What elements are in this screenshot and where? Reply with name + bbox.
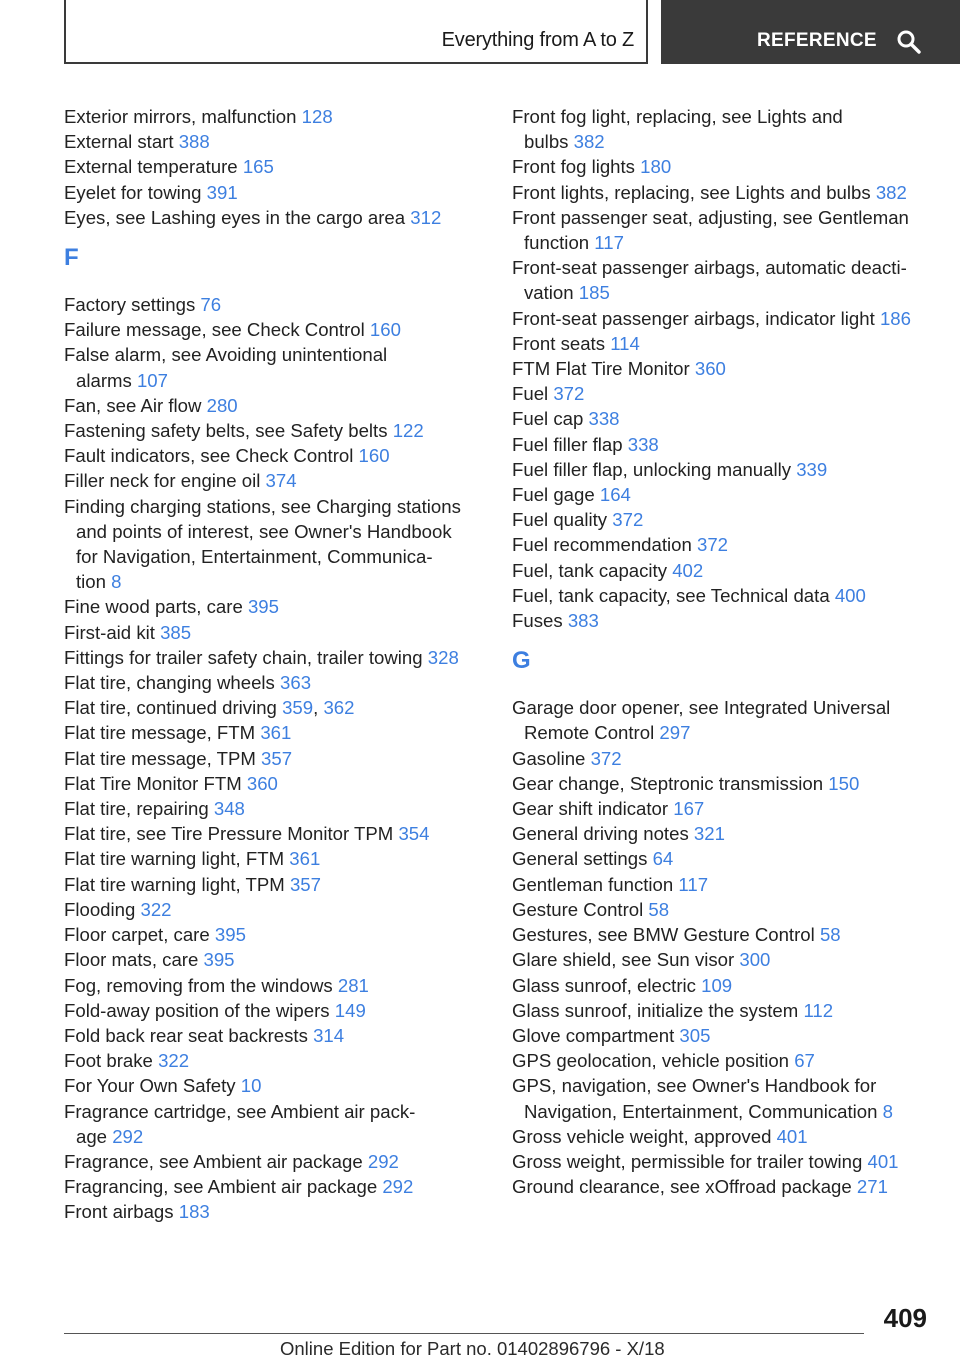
page-reference-link[interactable]: 117 bbox=[594, 232, 624, 254]
page-reference-link[interactable]: 395 bbox=[203, 949, 235, 971]
index-entry bbox=[512, 746, 932, 771]
index-entry bbox=[512, 457, 932, 482]
index-entry-text: Fan, see Air flow bbox=[64, 394, 202, 416]
page-reference-link[interactable]: 400 bbox=[834, 584, 866, 606]
index-entry bbox=[64, 1099, 484, 1149]
index-entry-text: GPS, navigation, see Owner's Handbook for bbox=[512, 1075, 877, 1097]
page-reference-link[interactable]: 338 bbox=[588, 408, 620, 430]
index-entry bbox=[64, 872, 484, 897]
page-reference-link[interactable]: 363 bbox=[280, 672, 312, 694]
index-entry-text: Fault indicators, see Check Control bbox=[64, 445, 354, 467]
search-icon[interactable] bbox=[897, 30, 921, 54]
index-entry bbox=[512, 922, 932, 947]
index-entry-text: Flat tire message, TPM bbox=[64, 747, 256, 769]
index-entry-text: Front airbags bbox=[64, 1201, 174, 1223]
index-entry-text: Fuel bbox=[512, 383, 549, 405]
page-reference-link[interactable]: 58 bbox=[819, 924, 841, 946]
page-reference-link[interactable]: 297 bbox=[659, 722, 691, 744]
page-reference-link[interactable]: 401 bbox=[867, 1150, 899, 1172]
page-reference-link[interactable]: 328 bbox=[427, 646, 459, 668]
index-entry bbox=[64, 846, 484, 871]
index-entry-text: Remote Control bbox=[524, 722, 655, 744]
page-reference-link[interactable]: 160 bbox=[369, 319, 401, 341]
index-entry-text: Fog, removing from the windows bbox=[64, 974, 333, 996]
page-reference-link[interactable]: 67 bbox=[794, 1050, 815, 1072]
page-reference-link[interactable]: 8 bbox=[111, 571, 122, 593]
page-reference-link[interactable]: 372 bbox=[553, 383, 585, 405]
page-reference-link[interactable]: 357 bbox=[261, 747, 293, 769]
index-entry-text: Fold back rear seat backrests bbox=[64, 1024, 308, 1046]
index-entry-text: Gross weight, permissible for trailer towing bbox=[512, 1150, 863, 1172]
index-entry-text: Front fog lights bbox=[512, 156, 635, 178]
page-reference-link[interactable]: 360 bbox=[246, 772, 278, 794]
index-entry bbox=[64, 1073, 484, 1098]
index-entry-text: Flat tire, see Tire Pressure Monitor TPM bbox=[64, 823, 394, 845]
page-reference-link[interactable]: 165 bbox=[242, 156, 274, 178]
page-reference-link[interactable]: 117 bbox=[678, 873, 709, 895]
index-entry-text: Fuel gage bbox=[512, 484, 595, 506]
page-reference-link[interactable]: 357 bbox=[289, 873, 321, 895]
index-entry bbox=[64, 897, 484, 922]
index-entry bbox=[64, 418, 484, 443]
index-entry-text: Floor mats, care bbox=[64, 949, 199, 971]
index-entry-text: Fuel filler flap bbox=[512, 433, 623, 455]
index-entry bbox=[512, 356, 932, 381]
page-reference-link[interactable]: 180 bbox=[640, 156, 672, 178]
index-entry-text: Fuel filler flap, unlocking manually bbox=[512, 458, 792, 480]
index-entry-text: Front fog light, replacing, see Lights and bbox=[512, 106, 843, 127]
index-entry-text: Front passenger seat, adjusting, see Gentleman bbox=[512, 206, 909, 228]
page-reference-link[interactable]: 402 bbox=[672, 559, 704, 581]
edition-text: Online Edition for Part no. 01402896796 - X/18 bbox=[280, 1338, 665, 1359]
page-reference-link[interactable]: 76 bbox=[200, 294, 222, 316]
page-reference-link[interactable]: 58 bbox=[648, 898, 670, 920]
index-entry-text: External start bbox=[64, 131, 174, 153]
index-entry bbox=[64, 1149, 484, 1174]
index-entry-text: Floor carpet, care bbox=[64, 924, 210, 946]
index-entry bbox=[64, 821, 484, 846]
index-entry bbox=[64, 1199, 484, 1224]
page-reference-link[interactable]: 382 bbox=[573, 131, 605, 153]
index-entry bbox=[512, 180, 932, 205]
index-entry-text: Front-seat passenger airbags, indicator light bbox=[512, 307, 875, 329]
index-entry bbox=[512, 154, 932, 179]
index-entry-text: Fold-away position of the wipers bbox=[64, 999, 330, 1021]
index-letter-heading: G bbox=[512, 647, 531, 675]
page-reference-link[interactable]: 292 bbox=[367, 1150, 399, 1172]
index-entry-text: Fragrance, see Ambient air package bbox=[64, 1150, 363, 1172]
index-entry bbox=[512, 1048, 932, 1073]
index-entry bbox=[512, 507, 932, 532]
page-reference-link[interactable]: 300 bbox=[739, 949, 771, 971]
index-entry-text: Finding charging stations, see Charging stations bbox=[64, 495, 461, 517]
page-reference-link[interactable]: 314 bbox=[313, 1024, 345, 1046]
page-reference-link[interactable]: 385 bbox=[160, 621, 192, 643]
index-entry-text: Glass sunroof, initialize the system bbox=[512, 999, 799, 1021]
page-number: 409 bbox=[883, 1303, 927, 1333]
page-reference-link[interactable]: 348 bbox=[213, 798, 245, 820]
index-entry-text: Fastening safety belts, see Safety belts bbox=[64, 420, 388, 442]
page-reference-link[interactable]: 361 bbox=[260, 722, 292, 744]
index-entry bbox=[512, 104, 932, 154]
index-entry-text: tion bbox=[76, 571, 106, 593]
index-entry-text: Filler neck for engine oil bbox=[64, 470, 261, 492]
index-entry bbox=[64, 973, 484, 998]
page-reference-link[interactable]: 382 bbox=[875, 181, 907, 203]
index-entry bbox=[64, 342, 484, 392]
index-entry-text: Front lights, replacing, see Lights and bulbs bbox=[512, 181, 871, 203]
index-entry bbox=[512, 532, 932, 557]
index-entry bbox=[512, 771, 932, 796]
index-entry bbox=[64, 494, 484, 595]
page-reference-link[interactable]: 149 bbox=[334, 999, 366, 1021]
index-entry bbox=[512, 1023, 932, 1048]
page-reference-link[interactable]: 359 bbox=[282, 697, 314, 719]
index-entry-text: Front-seat passenger airbags, automatic deacti‐ bbox=[512, 257, 907, 279]
index-entry bbox=[512, 583, 932, 608]
header-section-box bbox=[64, 0, 648, 64]
page-reference-link[interactable]: 374 bbox=[265, 470, 297, 492]
page-reference-link[interactable]: 354 bbox=[398, 823, 430, 845]
index-entry bbox=[512, 998, 932, 1023]
index-entry bbox=[64, 670, 484, 695]
index-entry-text: Eyes, see Lashing eyes in the cargo area bbox=[64, 206, 406, 228]
index-entry bbox=[64, 317, 484, 342]
page-reference-link[interactable]: 388 bbox=[178, 131, 210, 153]
index-entry bbox=[64, 620, 484, 645]
index-entry-text: FTM Flat Tire Monitor bbox=[512, 358, 690, 380]
index-entry bbox=[64, 104, 484, 129]
page-reference-link[interactable]: 322 bbox=[140, 898, 172, 920]
index-entry-text: Fuel, tank capacity, see Technical data bbox=[512, 584, 830, 606]
page-reference-link[interactable]: 183 bbox=[178, 1201, 210, 1223]
page-reference-link[interactable]: 338 bbox=[627, 433, 659, 455]
index-entry-text: for Navigation, Entertainment, Communica‐ bbox=[76, 546, 433, 568]
index-entry bbox=[64, 205, 484, 230]
index-entry-text: age bbox=[76, 1125, 108, 1147]
page-reference-link[interactable]: 112 bbox=[803, 999, 834, 1021]
index-entry-text: Foot brake bbox=[64, 1050, 153, 1072]
page-reference-link[interactable]: 292 bbox=[382, 1176, 414, 1198]
index-entry-text: False alarm, see Avoiding unintentional bbox=[64, 344, 388, 366]
index-entry bbox=[64, 292, 484, 317]
index-entry bbox=[512, 947, 932, 972]
index-entry bbox=[64, 443, 484, 468]
index-entry-text: Fuel, tank capacity bbox=[512, 559, 668, 581]
index-entry bbox=[64, 1174, 484, 1199]
page-reference-link[interactable]: 391 bbox=[206, 181, 238, 203]
page-reference-link[interactable]: 280 bbox=[206, 394, 238, 416]
index-entry bbox=[64, 746, 484, 771]
index-entry bbox=[512, 1174, 932, 1199]
index-entry-text: Factory settings bbox=[64, 294, 196, 316]
page-reference-link[interactable]: 167 bbox=[673, 798, 705, 820]
index-entry-text: Ground clearance, see xOffroad package bbox=[512, 1176, 852, 1198]
index-entry bbox=[512, 306, 932, 331]
index-entry bbox=[64, 129, 484, 154]
index-entry bbox=[64, 1048, 484, 1073]
index-entry: Flat tire, continued driving 359, 362 bbox=[64, 697, 355, 719]
index-entry-text: Gesture Control bbox=[512, 898, 644, 920]
index-entry bbox=[512, 432, 932, 457]
page-reference-link[interactable]: 281 bbox=[337, 974, 369, 996]
page-reference-link[interactable]: 372 bbox=[590, 747, 622, 769]
index-entry bbox=[512, 1073, 932, 1123]
index-entry-text: Flat tire, continued driving bbox=[64, 697, 277, 719]
index-entry bbox=[64, 998, 484, 1023]
index-entry-text: Flat tire warning light, TPM bbox=[64, 873, 285, 895]
page-reference-link[interactable]: 361 bbox=[289, 848, 321, 870]
page-reference-link[interactable]: 107 bbox=[136, 369, 168, 391]
index-entry-text: Fuses bbox=[512, 610, 563, 632]
index-entry bbox=[512, 608, 932, 633]
page-reference-link[interactable]: 114 bbox=[610, 332, 640, 354]
index-entry-text: Flat tire, repairing bbox=[64, 798, 209, 820]
index-entry bbox=[64, 594, 484, 619]
index-entry bbox=[512, 796, 932, 821]
index-entry bbox=[64, 947, 484, 972]
page-reference-link[interactable]: 122 bbox=[392, 420, 424, 442]
index-entry bbox=[512, 482, 932, 507]
index-entry-text: alarms bbox=[76, 369, 132, 391]
section-title: Everything from A to Z bbox=[441, 29, 634, 51]
page-reference-link[interactable]: 64 bbox=[652, 848, 674, 870]
index-entry-text: Fuel quality bbox=[512, 509, 608, 531]
index-column-left bbox=[64, 104, 484, 1225]
index-entry-text: Gear shift indicator bbox=[512, 798, 669, 820]
index-entry-text: Fittings for trailer safety chain, trailer towing bbox=[64, 646, 423, 668]
index-entry-text: External temperature bbox=[64, 156, 238, 178]
index-entry-text: For Your Own Safety bbox=[64, 1075, 236, 1097]
page-reference-link[interactable]: 362 bbox=[323, 697, 355, 719]
index-entry bbox=[64, 796, 484, 821]
index-column-right bbox=[512, 104, 932, 1199]
index-entry bbox=[64, 771, 484, 796]
index-entry bbox=[64, 922, 484, 947]
index-entry bbox=[64, 154, 484, 179]
page-reference-link[interactable]: 395 bbox=[214, 924, 246, 946]
index-entry-text: Flat Tire Monitor FTM bbox=[64, 772, 242, 794]
index-entry-text: Flat tire, changing wheels bbox=[64, 672, 275, 694]
index-entry-text: General driving notes bbox=[512, 823, 689, 845]
index-entry-text: Fuel cap bbox=[512, 408, 584, 430]
index-entry-text: General settings bbox=[512, 848, 648, 870]
page-reference-link[interactable]: 321 bbox=[693, 823, 725, 845]
index-entry-text: First-aid kit bbox=[64, 621, 155, 643]
index-entry bbox=[512, 205, 932, 255]
index-entry-text: function bbox=[524, 232, 590, 254]
index-entry-text: Gestures, see BMW Gesture Control bbox=[512, 924, 815, 946]
page-reference-link[interactable]: 109 bbox=[701, 974, 733, 996]
header-chapter-tab[interactable] bbox=[661, 0, 960, 64]
index-entry bbox=[512, 1149, 932, 1174]
page-reference-link[interactable]: 322 bbox=[158, 1050, 190, 1072]
index-entry bbox=[64, 1023, 484, 1048]
footer-divider bbox=[64, 1333, 864, 1334]
index-entry-text: Exterior mirrors, malfunction bbox=[64, 106, 297, 127]
index-entry bbox=[512, 695, 932, 745]
chapter-label: REFERENCE bbox=[757, 30, 877, 51]
index-entry bbox=[64, 720, 484, 745]
page-reference-link[interactable]: 160 bbox=[358, 445, 390, 467]
page-reference-link[interactable]: 401 bbox=[776, 1125, 808, 1147]
index-entry-text: Gasoline bbox=[512, 747, 586, 769]
page-reference-link[interactable]: 372 bbox=[697, 534, 729, 556]
index-entry-text: Gear change, Steptronic transmission bbox=[512, 772, 824, 794]
page-reference-link[interactable]: 339 bbox=[796, 458, 828, 480]
index-entry-text: bulbs bbox=[524, 131, 569, 153]
index-entry-text: Glove compartment bbox=[512, 1024, 675, 1046]
page-reference-link[interactable]: 128 bbox=[301, 106, 333, 127]
index-entry-text: Flat tire warning light, FTM bbox=[64, 848, 285, 870]
index-entry-text: and points of interest, see Owner's Handbook bbox=[76, 520, 452, 542]
index-entry-text: Gross vehicle weight, approved bbox=[512, 1125, 772, 1147]
page-reference-link[interactable]: 186 bbox=[879, 307, 911, 329]
index-entry bbox=[512, 897, 932, 922]
page-reference-link[interactable]: 305 bbox=[679, 1024, 711, 1046]
index-entry bbox=[512, 846, 932, 871]
page-reference-link[interactable]: 360 bbox=[694, 358, 726, 380]
page-reference-link[interactable]: 395 bbox=[247, 596, 279, 618]
index-entry bbox=[512, 1124, 932, 1149]
page-reference-link[interactable]: 312 bbox=[410, 206, 442, 228]
page-reference-link[interactable]: 10 bbox=[240, 1075, 262, 1097]
page-reference-link[interactable]: 372 bbox=[612, 509, 644, 531]
index-entry-text: Fragrancing, see Ambient air package bbox=[64, 1176, 378, 1198]
index-entry-text: Glass sunroof, electric bbox=[512, 974, 696, 996]
footer-edition bbox=[280, 1338, 665, 1360]
page-reference-link[interactable]: 164 bbox=[599, 484, 631, 506]
index-entry-text: Front seats bbox=[512, 332, 606, 354]
index-entry-text: Glare shield, see Sun visor bbox=[512, 949, 735, 971]
index-entry bbox=[512, 558, 932, 583]
page-reference-link[interactable]: 292 bbox=[112, 1125, 144, 1147]
index-entry-text: Fuel recommendation bbox=[512, 534, 692, 556]
index-entry-text: Flooding bbox=[64, 898, 136, 920]
index-entry-text: Garage door opener, see Integrated Universal bbox=[512, 697, 891, 719]
index-entry-text: Fragrance cartridge, see Ambient air pack‐ bbox=[64, 1100, 416, 1122]
index-entry bbox=[64, 393, 484, 418]
page-reference-link[interactable]: 383 bbox=[567, 610, 599, 632]
index-letter-heading: F bbox=[64, 244, 79, 272]
index-entry bbox=[512, 381, 932, 406]
index-entry bbox=[512, 821, 932, 846]
index-entry-text: Navigation, Entertainment, Communication bbox=[524, 1100, 878, 1122]
index-entry-text: vation bbox=[524, 282, 574, 304]
index-entry bbox=[512, 872, 932, 897]
index-entry bbox=[64, 180, 484, 205]
index-entry bbox=[64, 645, 484, 670]
index-entry bbox=[512, 255, 932, 305]
index-entry bbox=[512, 406, 932, 431]
index-entry-text: Gentleman function bbox=[512, 873, 674, 895]
index-entry-text: Failure message, see Check Control bbox=[64, 319, 365, 341]
index-entry-text: Eyelet for towing bbox=[64, 181, 202, 203]
index-entry-text: GPS geolocation, vehicle position bbox=[512, 1050, 790, 1072]
index-entry bbox=[512, 973, 932, 998]
index-entry bbox=[512, 331, 932, 356]
index-entry-text: Flat tire message, FTM bbox=[64, 722, 256, 744]
page-reference-link[interactable]: 185 bbox=[578, 282, 610, 304]
page-reference-link[interactable]: 271 bbox=[856, 1176, 888, 1198]
index-entry bbox=[64, 468, 484, 493]
index-entry-text: Fine wood parts, care bbox=[64, 596, 243, 618]
page-reference-link[interactable]: 150 bbox=[828, 772, 860, 794]
page-reference-link[interactable]: 8 bbox=[882, 1100, 893, 1122]
